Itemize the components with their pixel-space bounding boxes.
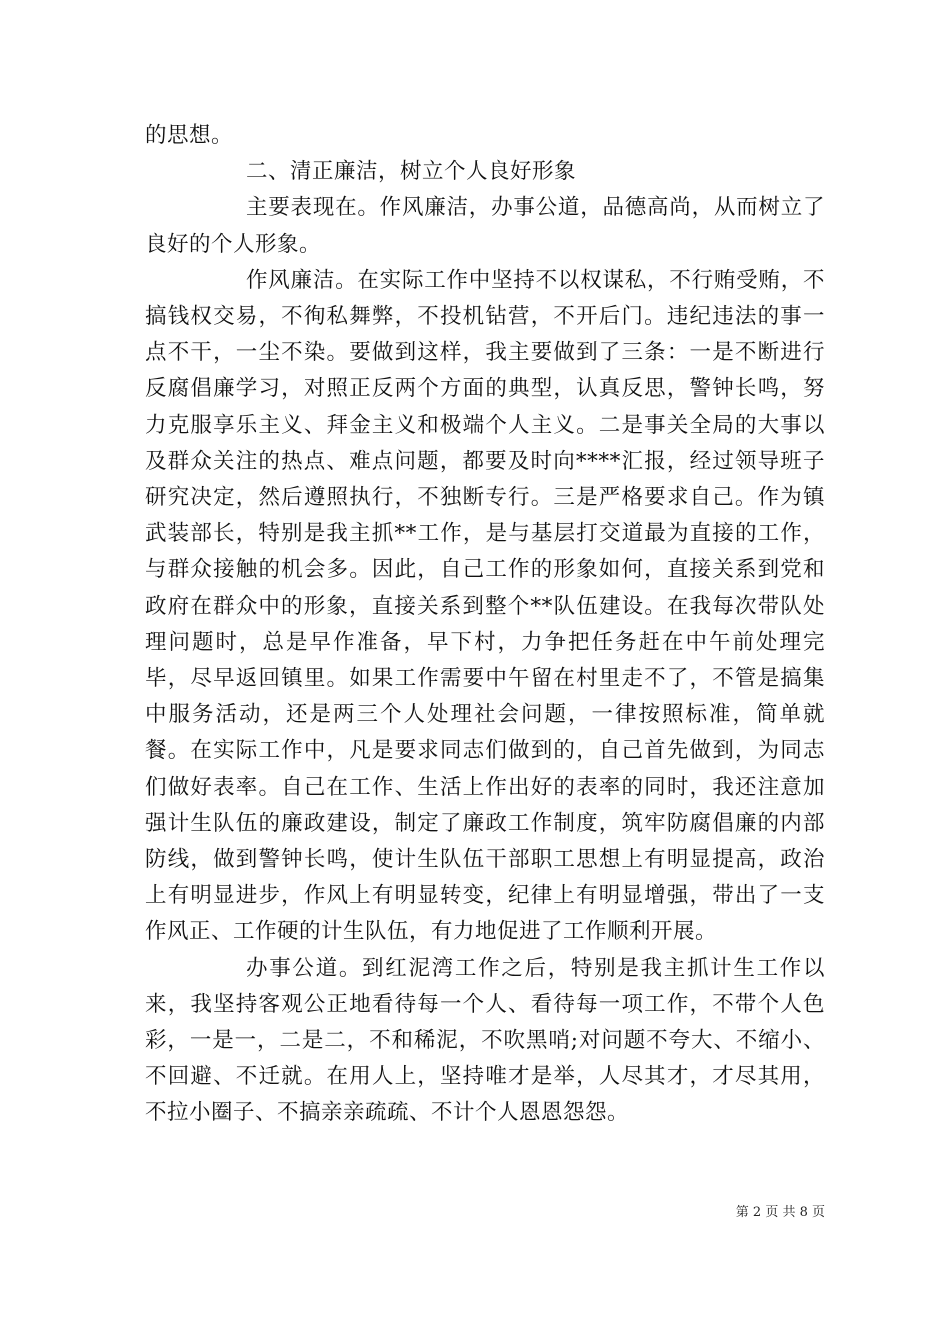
paragraph-summary: 主要表现在。作风廉洁，办事公道，品德高尚，从而树立了良好的个人形象。 [145,195,825,257]
document-body [145,118,825,1132]
paragraph-continuation: 的思想。 [145,123,234,148]
section-heading: 二、清正廉洁，树立个人良好形象 [246,159,577,185]
paragraph-fairness: 办事公道。到红泥湾工作之后，特别是我主抓计生工作以来，我坚持客观公正地看待每一个人、看待每一项工作，不带个人色彩，一是一，二是二，不和稀泥，不吹黑哨;对问题不夸大、不缩小、不回避、不迁就。在用人上，坚持唯才是举，人尽其才，才尽其用，不拉小圈子、不搞亲亲疏疏、不计个人恩恩怨怨。 [145,955,825,1126]
paragraph-integrity: 作风廉洁。在实际工作中坚持不以权谋私，不行贿受贿，不搞钱权交易，不徇私舞弊，不投机钻营，不开后门。违纪违法的事一点不干，一尘不染。要做到这样，我主要做到了三条：一是不断进行反腐倡廉学习，对照正反两个方面的典型，认真反思，警钟长鸣，努力克服享乐主义、拜金主义和极端个人主义。二是事关全局的大事以及群众关注的热点、难点问题，都要及时向****汇报，经过领导班子研究决定，然后遵照执行，不独断专行。三是严格要求自己。作为镇武装部长，特别是我主抓**工作，是与基层打交道最为直接的工作，与群众接触的机会多。因此，自己工作的形象如何，直接关系到党和政府在群众中的形象，直接关系到整个**队伍建设。在我每次带队处理问题时，总是早作准备，早下村，力争把任务赶在中午前处理完毕，尽早返回镇里。如果工作需要中午留在村里走不了，不管是搞集中服务活动，还是两三个人处理社会问题，一律按照标准，简单就餐。在实际工作中，凡是要求同志们做到的，自己首先做到，为同志们做好表率。自己在工作、生活上作出好的表率的同时，我还注意加强计生队伍的廉政建设，制定了廉政工作制度，筑牢防腐倡廉的内部防线，做到警钟长鸣，使计生队伍干部职工思想上有明显提高，政治上有明显进步，作风上有明显转变，纪律上有明显增强，带出了一支作风正、工作硬的计生队伍，有力地促进了工作顺利开展。 [145,267,825,945]
page-number-footer: 第 2 页 共 8 页 [735,1205,825,1220]
